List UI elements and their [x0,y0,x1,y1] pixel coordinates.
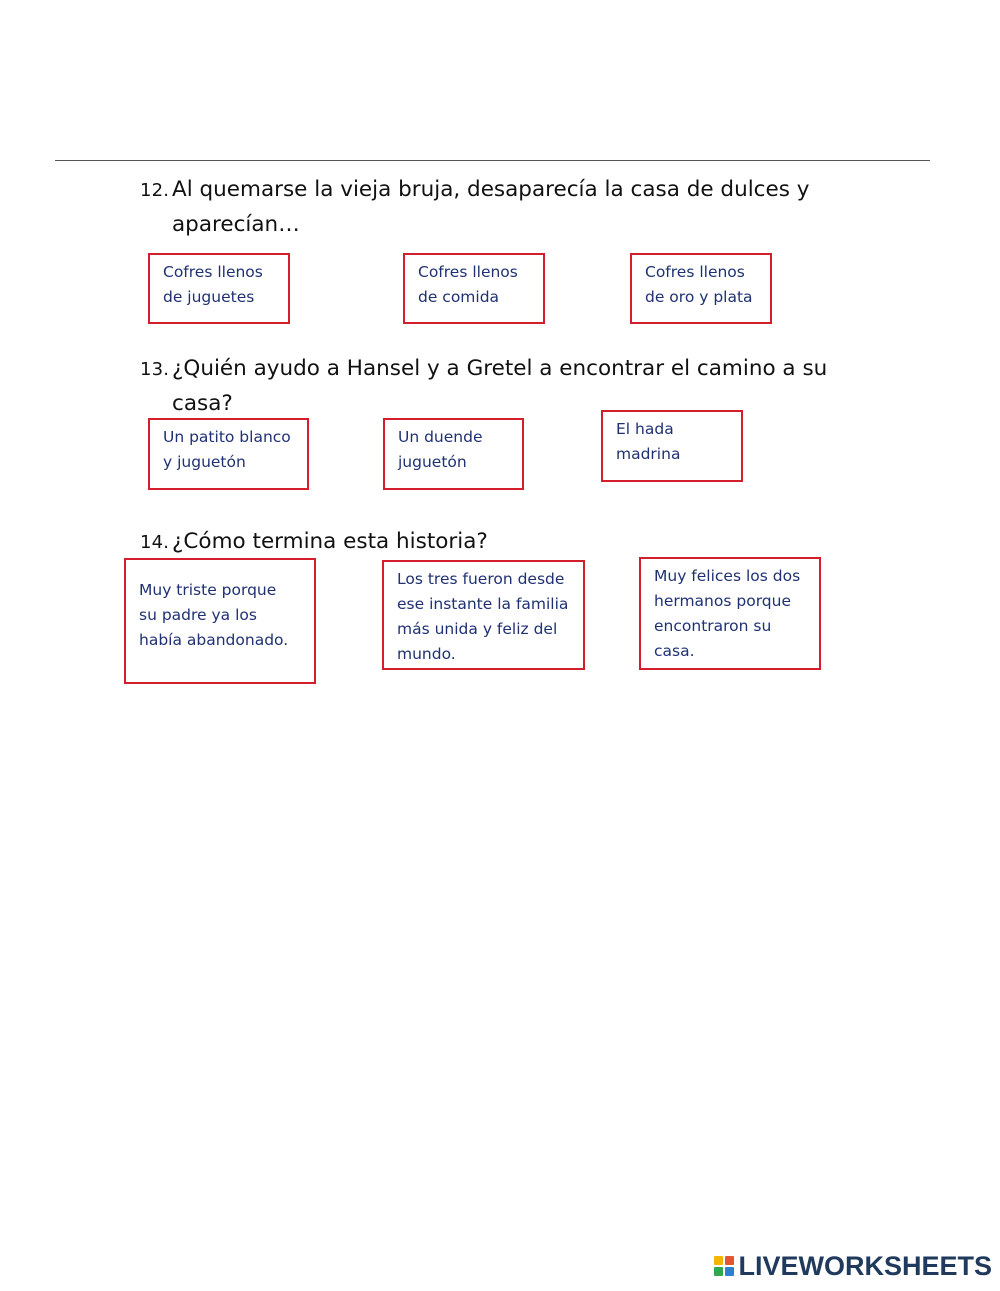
question-13 [140,351,880,421]
question-14 [140,524,880,559]
option-12-a[interactable] [148,253,290,324]
option-text-line: Cofres llenos [418,263,518,281]
option-text-line: su padre ya los [139,606,257,624]
option-text-line: y juguetón [163,453,246,471]
option-text-line: El hada [616,420,674,438]
option-13-a[interactable] [148,418,309,490]
option-13-b[interactable] [383,418,524,490]
option-text-line: Cofres llenos [645,263,745,281]
option-text-line: había abandonado. [139,631,289,649]
option-14-a[interactable] [124,558,316,684]
option-text-line: de oro y plata [645,288,753,306]
top-divider [55,160,930,161]
option-text-line: Muy triste porque [139,581,277,599]
option-14-c[interactable] [639,557,821,670]
question-text: ¿Quién ayudo a Hansel y a Gretel a encontrar el camino a su casa? [172,356,828,416]
option-12-b[interactable] [403,253,545,324]
option-text-line: casa. [654,642,695,660]
option-text-line: mundo. [397,645,456,663]
option-text-line: Un patito blanco [163,428,291,446]
option-text-line: madrina [616,445,681,463]
option-text-line: de comida [418,288,500,306]
question-number: 14. [140,532,170,553]
option-12-c[interactable] [630,253,772,324]
option-text-line: hermanos porque [654,592,791,610]
option-14-b[interactable] [382,560,585,670]
option-text-line: Los tres fueron desde [397,570,565,588]
option-text-line: más unida y feliz del [397,620,558,638]
question-12 [140,172,880,242]
question-number: 13. [140,359,170,380]
question-number: 12. [140,180,170,201]
option-text-line: de juguetes [163,288,255,306]
question-text: ¿Cómo termina esta historia? [172,529,488,554]
option-text-line: juguetón [398,453,467,471]
liveworksheets-brand [714,1251,992,1281]
option-text-line: Un duende [398,428,483,446]
option-text-line: Muy felices los dos [654,567,801,585]
question-text: Al quemarse la vieja bruja, desaparecía la casa de dulces y aparecían… [172,177,810,237]
option-text-line: ese instante la familia [397,595,569,613]
brand-name: LIVEWORKSHEETS [738,1250,992,1281]
option-13-c[interactable] [601,410,743,482]
option-text-line: encontraron su [654,617,772,635]
option-text-line: Cofres llenos [163,263,263,281]
liveworksheets-logo-icon [714,1256,734,1276]
